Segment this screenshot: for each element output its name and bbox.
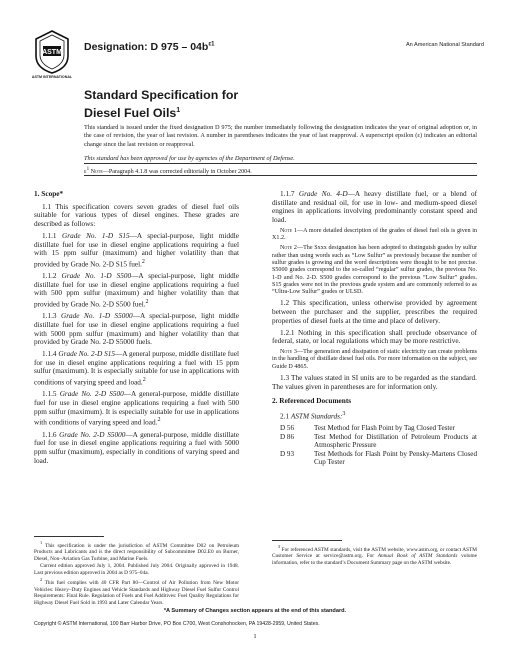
section-heading-scope: 1. Scope* [34,189,64,198]
document-title [84,88,238,121]
reference-code: D 93 [280,449,294,458]
reference-item [272,433,477,450]
reference-code: D 86 [280,432,294,441]
footnote-1-edition: Current edition approved July 1, 2004. Published July 2004. Originally approved in 1948. Last previous edition approved in 2004 as D 975–04a. [34,563,239,576]
paragraph-1-1-2: 1.1.2 Grade No. 1-D S500—A special-purpose, light middle distillate fuel for use in diesel engine applications requiring a fuel with 500 ppm sulfur (maximum) and higher volatility than that provided by Grade No. 2-D S500 fuel.$^2$ [34,272,240,309]
footnote-3: $^3$ For referenced ASTM standards, visit the ASTM website, www.astm.org, or contact ASTM Customer Service at service@astm.org. For Annual Book of ASTM Standards volume information, refer to the standard’s Document Summary page on the ASTM website. [272,544,477,566]
note-1: Note 1—A more detailed description of the grades of diesel fuel oils is given in X1.2. [272,227,477,242]
section-heading-references: 2. Referenced Documents [272,396,352,406]
astm-logo [34,30,70,74]
page-number: 1 [253,633,257,640]
right-column [272,190,477,471]
copyright: Copyright © ASTM International, 100 Barr Harbor Drive, PO Box C700, West Conshohocken, PA 19428-2959, United States. [34,621,320,627]
paragraph-1-3: 1.3 The values stated in SI units are to be regarded as the standard. The values given in parentheses are for information only. [272,373,477,391]
issuance-statement: This standard is issued under the fixed designation D 975; the number immediately following the designation indicates the year of original adoption or, in the case of revision, the year of last revision. A number in parentheses indicates the year of last reapproval. A superscript epsilon (ε) indicates an editorial change since the last revision or reapproval. [84,124,477,148]
dod-approval: This standard has been approved for use by agencies of the Department of Defense. [84,155,295,162]
footnote-rule [34,536,104,537]
title-line-2: Diesel Fuel Oils$^1$ [84,106,181,121]
designation-label: Designation: [84,41,148,53]
paragraph-1-1-4: 1.1.4 Grade No. 2-D S15—A general purpose, middle distillate fuel for use in diesel engine applications requiring a fuel with 15 ppm sulfur (maximum). It is especially suitable for use in applications with conditions of varying speed and load.$^2$ [34,350,240,387]
paragraph-1-1-3: 1.1.3 Grade No. 1-D S5000—A special-purpose, light middle distillate fuel for use in diesel engine applications requiring a fuel with 5000 ppm sulfur (maximum) and higher volatility than that provided by Grade No. 2-D S5000 fuels. [34,312,239,347]
left-column [34,190,239,468]
paragraph-1-1-7: 1.1.7 Grade No. 4-D—A heavy distillate fuel, or a blend of distillate and residual oil, for use in low- and medium-speed diesel engines in applications involving predominantly constant speed and load. [272,190,478,225]
reference-list [272,424,477,467]
paragraph-1-2: 1.2 This specification, unless otherwise provided by agreement between the purchaser and the supplier, prescribes the required properties of diesel fuels at the time and place of delivery. [272,299,477,325]
reference-title: Test Method for Flash Point by Tag Closed Tester [314,424,455,433]
paragraph-1-1-1: 1.1.1 Grade No. 1-D S15—A special-purpose, light middle distillate fuel for use in diesel engine applications requiring a fuel with 15 ppm sulfur (maximum) and higher volatility than that provided by Grade No. 2-D S15 fuel.$^2$ [34,231,239,269]
reference-item [272,450,477,467]
paragraph-2-1: 2.1 ASTM Standards:$^3$ [280,411,346,421]
logo-text: ASTM INTERNATIONAL [31,75,73,79]
divider [84,163,477,164]
note-3: Note 3—The generation and dissipation of static electricity can create problems in the handling of distillate diesel fuel oils. For more information on the subject, see Guide D 4865. [272,349,477,370]
standard-type: An American National Standard [405,42,484,48]
title-footnote-ref: 1 [176,107,181,114]
summary-of-changes-note: *A Summary of Changes section appears at the end of this standard. [163,608,347,614]
note-2: Note 2—The Sxxx designation has been adopted to distinguish grades by sulfur rather than using words such as “Low Sulfur” as previously because the number of sulfur grades is growing and the word descriptions were thought to be not precise. S5000 grades correspond to the so-called “regular” sulfur grades, the previous No. 1-D and No. 2-D. S500 grades correspond to the previous “Low Sulfur” grades. S15 grades were not in the previous grade system and are commonly referred to as “Ultra-Low Sulfur” grades or ULSD. [272,245,478,296]
paragraph-1-1-6: 1.1.6 Grade No. 2-D S5000—A general-purpose, middle distillate fuel for use in diesel engine applications requiring a fuel with 5000 ppm sulfur (maximum), especially in conditions of varying speed and load. [34,430,239,465]
epsilon-note: $\varepsilon^1$ Note—Paragraph 4.1.8 was corrected editorially in October 2004. [84,166,252,176]
svg-text:ASTM: ASTM [42,49,62,56]
paragraph-1-2-1: 1.2.1 Nothing in this specification shall preclude observance of federal, state, or local regulations which may be more restrictive. [272,328,477,346]
designation-epsilon: ε1 [208,41,215,48]
paragraph-1-1-5: 1.1.5 Grade No. 2-D S500—A general-purpose, middle distillate fuel for use in diesel engine applications requiring a fuel with 500 ppm sulfur (maximum). It is especially suitable for use in applications with conditions of varying speed and load.$^2$ [34,390,240,427]
footnote-rule [272,540,342,541]
paragraph-1-1: 1.1 This specification covers seven grades of diesel fuel oils suitable for various types of diesel engines. These grades are described as follows: [34,202,239,229]
footnote-1: $^1$ This specification is under the jurisdiction of ASTM Committee D02 on Petroleum Products and Lubricants and is the direct responsibility of Subcommittee D02.E0 on Burner, Diesel, Non–Aviation Gas Turbine, and Marine Fuels. [34,540,239,562]
designation [84,41,215,53]
footnote-right [272,544,477,567]
footnotes-left [34,540,239,607]
reference-code: D 56 [280,424,294,433]
title-line-1: Standard Specification for [84,88,239,102]
reference-title: Test Methods for Flash Point by Pensky-Martens Closed Cup Tester [314,449,477,467]
reference-item [272,424,477,433]
divider [84,175,477,176]
designation-number: D 975 – 04b [150,41,209,53]
footnote-2: $^2$ This fuel complies with 40 CFR Part 80—Control of Air Pollution from New Motor Vehicles: Heavy–Duty Engines and Vehicle Standards and Highway Diesel Fuel Sulfur Control Requirements: Final Rule. Regulation of Fuels and Fuel Additives: Fuel Quality Regulations for Highway Diesel Fuel Sold in 1993 and Later Calendar Years. [34,577,239,606]
reference-title: Test Method for Distillation of Petroleum Products at Atmospheric Pressure [314,432,477,450]
